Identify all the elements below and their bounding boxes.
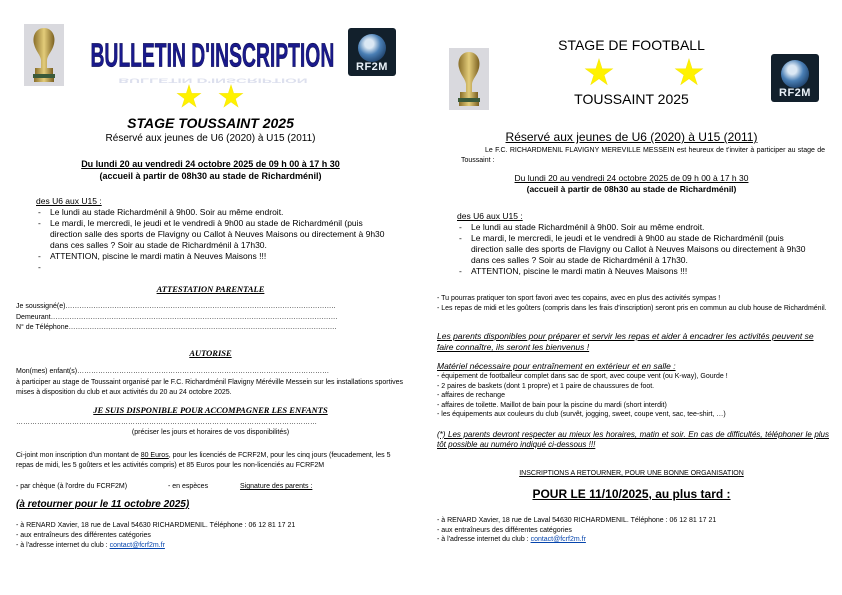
contact-email-link[interactable]: contact@fcrf2m.fr: [109, 542, 165, 549]
contact-line: - aux entraîneurs des différentes catégories: [437, 527, 572, 534]
available-note: (préciser les jours et horaires de vos disponibilités): [131, 429, 290, 436]
right-page: [421, 0, 842, 595]
materiel-item: - équipement de footballeur complet dans sac de sport, avec coupe vent (ou K-way), Gourde !: [437, 373, 728, 380]
contact-email-label: - à l'adresse internet du club :: [16, 542, 108, 549]
return-deadline: (à retourner pour le 11 octobre 2025): [16, 499, 190, 510]
contact-line: [16, 541, 165, 551]
payment-prefix: Ci-joint mon inscription d'un montant de: [16, 452, 139, 459]
parents-text: Les parents disponibles pour préparer et servir les repas et aider à encadrer les activités peuvent se faire connaître, ils seront les bienvenus !: [437, 331, 814, 352]
payment-text: [16, 451, 406, 470]
available-dots[interactable]: …………………………………………………………………………………………………………………: [16, 419, 317, 426]
bulletin-title-art: [90, 28, 335, 90]
title-art-text: BULLETIN D'INSCRIPTION: [90, 35, 335, 74]
reception-line: (accueil à partir de 08h30 au stade de Richardménil): [99, 171, 322, 181]
materiel-item: - 2 paires de baskets (dont 1 propre) et 1 paire de chaussures de foot.: [437, 383, 655, 390]
autorise-title: AUTORISE: [189, 348, 232, 358]
dates-line: Du lundi 20 au vendredi 24 octobre 2025 de 09 h 00 à 17 h 30: [81, 159, 340, 169]
child-line[interactable]: Mon(mes) enfant(s)………………………………………………………………………………………………: [16, 368, 330, 375]
materiel-item: - affaires de rechange: [437, 392, 505, 399]
contact-email-label: - à l'adresse internet du club :: [437, 536, 529, 543]
star-icon: [674, 58, 704, 88]
stage-heading: STAGE TOUSSAINT 2025: [127, 115, 294, 131]
logo-text: RF2M: [356, 61, 388, 73]
reception-line: (accueil à partir de 08h30 au stade de Richardménil): [526, 184, 737, 194]
schedule-item: - ATTENTION, piscine le mardi matin à Neuves Maisons !!!: [457, 266, 817, 277]
age-subheading: Réservé aux jeunes de U6 (2020) à U15 (2011): [505, 130, 758, 144]
materiel-title: Matériel nécessaire pour entraînement en extérieur et en salle :: [437, 361, 676, 371]
ball-icon: [358, 34, 386, 62]
contact-line: [437, 535, 586, 545]
materiel-item: - affaires de toilette. Maillot de bain pour la piscine du mardi (short interdit): [437, 402, 667, 409]
schedule-item: - Le lundi au stade Richardménil à 9h00. Soir au même endroit.: [36, 207, 388, 218]
payment-suffix: , pour les licenciés de FCRF2M, pour les cinq jours (feucadement, les 5 repas de midi, les 5 goûters et les activités compris) et 85 Euros pour les non-licenciés au FCRF2M: [16, 452, 391, 469]
respect-text: (*) Les parents devront respecter au mieux les horaires, matin et soir. En cas de difficultés, téléphoner le plus tôt possible au numéro indiqué ci-dessous !!!: [437, 430, 829, 449]
payment-cash: - en espèces: [168, 483, 209, 490]
schedule-list: [36, 207, 388, 262]
club-logo: [348, 28, 396, 76]
inscriptions-title: INSCRIPTIONS A RETOURNER, POUR UNE BONNE ORGANISATION: [519, 470, 744, 477]
schedule-list: [457, 222, 817, 277]
payment-order: - par chèque (à l'ordre du FCRF2M): [16, 483, 128, 490]
u6-heading: des U6 aux U15 :: [36, 196, 102, 206]
form-line-address[interactable]: Demeurant……………………………………………………………………………………………………………: [16, 314, 338, 321]
schedule-item: - Le mardi, le mercredi, le jeudi et le vendredi à 9h00 au stade de Richardménil (puis direction salle des sports de Flavigny ou Callot à Neuves Maisons ou directement à 9h30 dans ces salles ? Soir au stade de Richardménil à 17h30.: [36, 218, 388, 251]
contact-line: - à RENARD Xavier, 18 rue de Laval 54630 RICHARDMENIL. Téléphone : 06 12 81 17 21: [437, 517, 717, 524]
contact-line: - aux entraîneurs des différentes catégories: [16, 532, 151, 539]
materiel-item: - les équipements aux couleurs du club (survêt, jogging, sweet, coupe vent, sac, tee-shirt, …): [437, 411, 726, 418]
available-title: JE SUIS DISPONIBLE POUR ACCOMPAGNER LES ENFANTS: [93, 405, 328, 415]
contact-email-link[interactable]: contact@fcrf2m.fr: [530, 536, 586, 543]
logo-text: RF2M: [779, 87, 811, 99]
age-subheading: Réservé aux jeunes de U6 (2020) à U15 (2011): [105, 133, 316, 144]
attestation-title: ATTESTATION PARENTALE: [156, 284, 265, 294]
u6-heading: des U6 aux U15 :: [457, 211, 523, 221]
contact-line: - à RENARD Xavier, 18 rue de Laval 54630 RICHARDMENIL. Téléphone : 06 12 81 17 21: [16, 522, 296, 529]
signature-label: Signature des parents :: [240, 483, 313, 490]
participation-text: à participer au stage de Toussaint organisé par le F.C. Richardménil Flavigny Méréville Messein sur les installations sportives mises à disposition du club et aux activités du 20 au 24 octobre 2025.: [16, 379, 403, 396]
deadline: POUR LE 11/10/2025, au plus tard :: [532, 487, 731, 501]
star-icon: [584, 58, 614, 88]
trophy-icon: [24, 24, 64, 86]
activities-line-1: - Tu pourras pratiquer ton sport favori avec tes copains, avec en plus des activités sympas !: [437, 295, 721, 302]
dates-line: Du lundi 20 au vendredi 24 octobre 2025 de 09 h 00 à 17 h 30: [514, 173, 749, 183]
title-art-shadow: BULLETIN D'INSCRIPTION: [118, 76, 308, 85]
schedule-item: - ATTENTION, piscine le mardi matin à Neuves Maisons !!!: [36, 251, 388, 262]
activities-line-2: - Les repas de midi et les goûters (compris dans les frais d'inscription) seront pris en commun au club house de Richardménil.: [437, 305, 827, 312]
schedule-item: - Le mardi, le mercredi, le jeudi et le vendredi à 9h00 au stade de Richardménil (puis direction salle des sports de Flavigny ou Callot à Neuves Maisons ou directement à 9h30 dans ces salles ? Soir au stade de Richardménil à 17h30.: [457, 233, 817, 266]
stage-header-line2: TOUSSAINT 2025: [574, 91, 689, 107]
ball-icon: [781, 60, 809, 88]
stage-header-line1: STAGE DE FOOTBALL: [558, 37, 705, 53]
intro-text: Le F.C. RICHARDMENIL FLAVIGNY MEREVILLE MESSEIN est heureux de t'inviter à participer au stage de Toussaint :: [461, 147, 825, 164]
form-line-phone[interactable]: N° de Téléphone…………………………………………………………………………………………………….: [16, 324, 337, 331]
schedule-item: - Le lundi au stade Richardménil à 9h00. Soir au même endroit.: [457, 222, 817, 233]
payment-amount: 80 Euros: [140, 452, 169, 459]
form-line-name[interactable]: Je soussigné(e)……………………………………………………………………………………………………..: [16, 303, 336, 310]
